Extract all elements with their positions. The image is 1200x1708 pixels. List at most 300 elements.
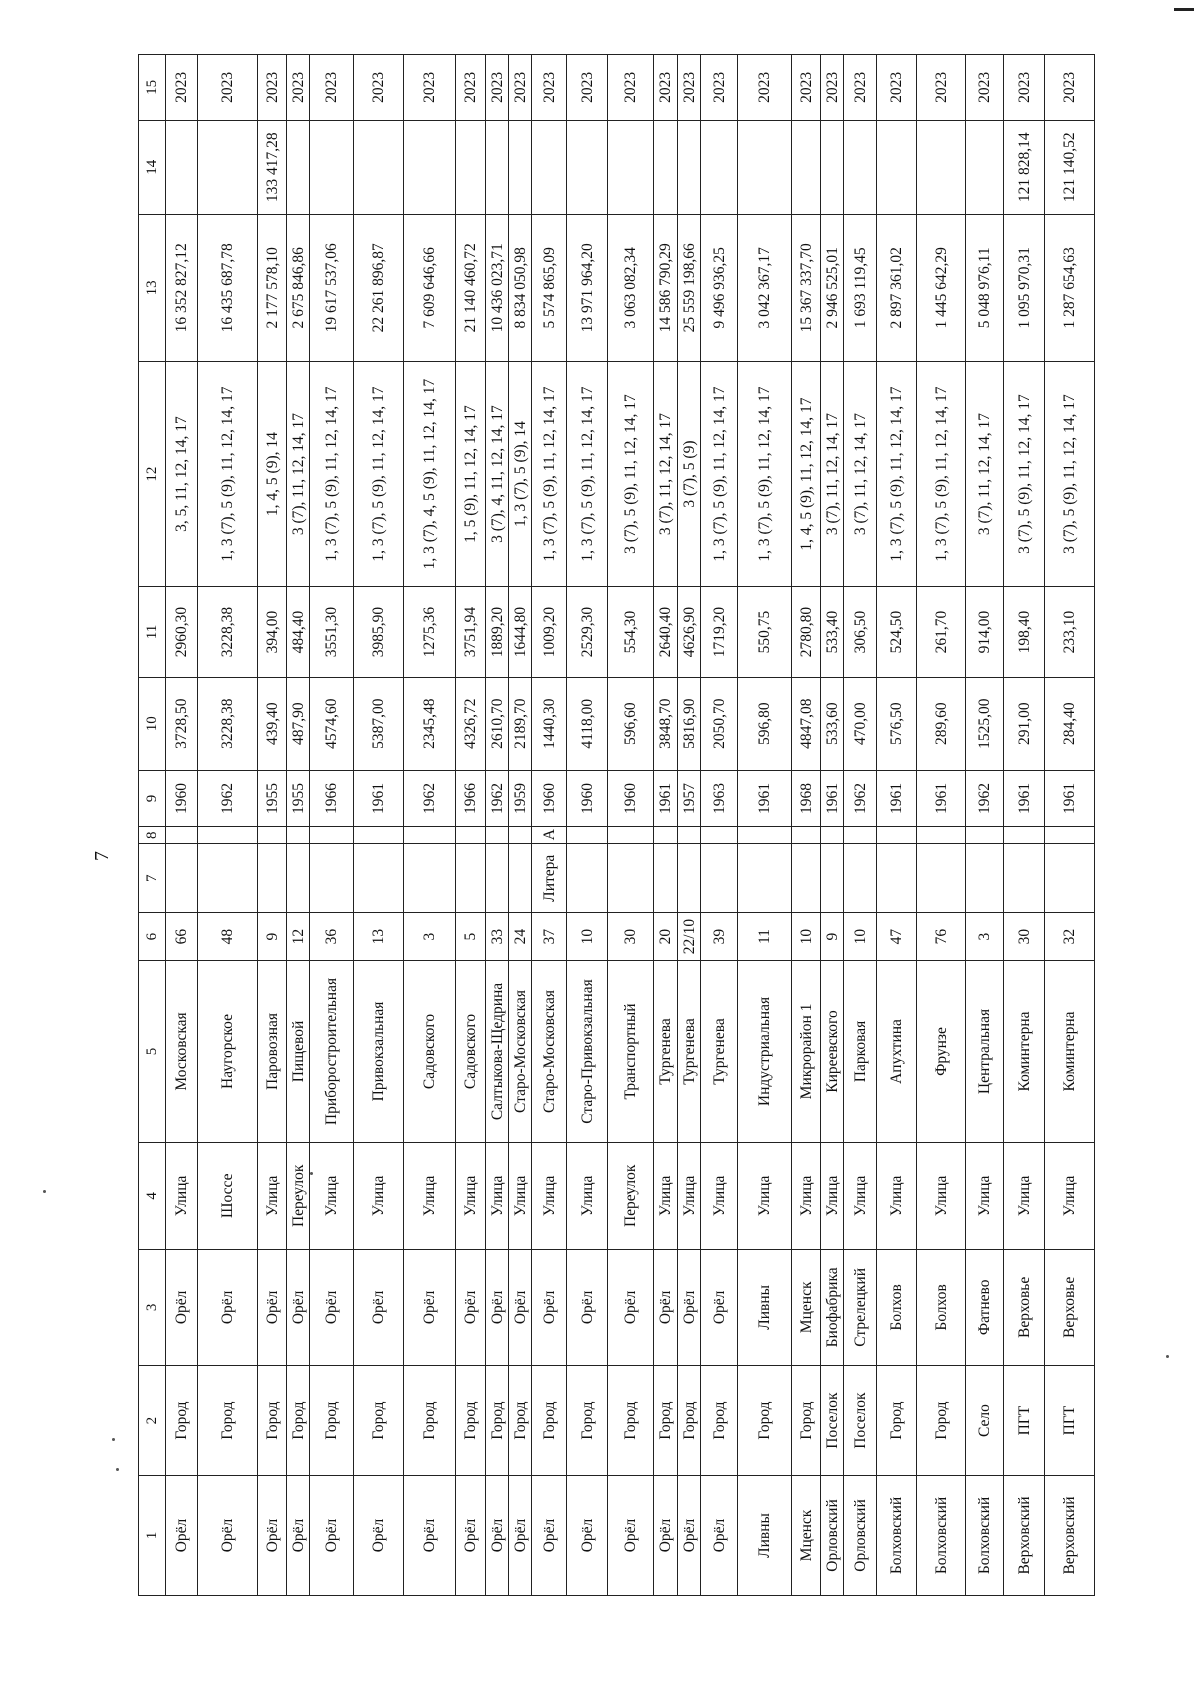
table-cell: 2640,40 — [654, 587, 678, 678]
table-cell: 1, 3 (7), 5 (9), 14 — [509, 361, 532, 586]
table-cell — [821, 120, 844, 214]
table-row — [821, 55, 844, 1596]
header-cell: 10 — [139, 677, 166, 770]
table-row — [701, 55, 738, 1596]
table-cell — [456, 827, 486, 844]
table-cell: 1961 — [738, 770, 792, 827]
table-cell: 20 — [654, 913, 678, 961]
table-cell: Апухтина — [877, 960, 917, 1142]
table-cell: 1719,20 — [701, 587, 738, 678]
table-cell: Орёл — [654, 1475, 678, 1595]
table-cell: Орёл — [678, 1249, 701, 1366]
table-cell — [917, 827, 966, 844]
table-cell — [821, 827, 844, 844]
table-cell: 2023 — [1004, 55, 1045, 121]
table-cell — [456, 844, 486, 913]
table-cell: 1525,00 — [966, 677, 1004, 770]
table-cell: Орёл — [354, 1249, 404, 1366]
table-cell: 22/10 — [678, 913, 701, 961]
table-cell — [354, 844, 404, 913]
table-cell: 198,40 — [1004, 587, 1045, 678]
table-row — [198, 55, 258, 1596]
table-cell — [654, 844, 678, 913]
table-cell: 24 — [509, 913, 532, 961]
table-cell — [198, 120, 258, 214]
table-cell: 1889,20 — [486, 587, 509, 678]
table-cell: 3 (7), 11, 12, 14, 17 — [844, 361, 877, 586]
table-cell: ПГТ — [1045, 1366, 1095, 1476]
table-cell: 4118,00 — [567, 677, 608, 770]
table-cell: Парковая — [844, 960, 877, 1142]
table-cell: 2023 — [486, 55, 509, 121]
table-cell: Город — [917, 1366, 966, 1476]
table-cell: Индустриальная — [738, 960, 792, 1142]
table-cell: 2023 — [738, 55, 792, 121]
table-cell: Орёл — [608, 1249, 654, 1366]
table-cell: Город — [456, 1366, 486, 1476]
table-cell: 1, 3 (7), 4, 5 (9), 11, 12, 14, 17 — [404, 361, 456, 586]
table-cell: Коминтерна — [1004, 960, 1045, 1142]
header-cell: 6 — [139, 913, 166, 961]
table-cell: Стрелецкий — [844, 1249, 877, 1366]
table-cell: Улица — [1045, 1143, 1095, 1249]
table-cell: 121 140,52 — [1045, 120, 1095, 214]
table-cell: Город — [258, 1366, 287, 1476]
table-cell: 1, 3 (7), 5 (9), 11, 12, 14, 17 — [738, 361, 792, 586]
table-cell: 4847,08 — [792, 677, 821, 770]
table-cell — [1045, 844, 1095, 913]
table-cell — [917, 120, 966, 214]
table-cell: А — [532, 827, 567, 844]
table-cell: 21 140 460,72 — [456, 214, 486, 361]
table-cell: Орёл — [608, 1475, 654, 1595]
table-row — [456, 55, 486, 1596]
table-cell: Поселок — [844, 1366, 877, 1476]
table-cell — [354, 120, 404, 214]
table-cell: 2023 — [287, 55, 310, 121]
table-cell: 1, 4, 5 (9), 11, 12, 14, 17 — [792, 361, 821, 586]
table-cell: 439,40 — [258, 677, 287, 770]
table-cell: 487,90 — [287, 677, 310, 770]
table-row — [166, 55, 198, 1596]
table-cell: 3848,70 — [654, 677, 678, 770]
table-cell: Орёл — [567, 1249, 608, 1366]
table-cell: 3 (7), 11, 12, 14, 17 — [821, 361, 844, 586]
table-cell: Улица — [821, 1143, 844, 1249]
table-cell — [509, 844, 532, 913]
table-cell: 1955 — [287, 770, 310, 827]
table-cell: 5387,00 — [354, 677, 404, 770]
table-cell: 596,60 — [608, 677, 654, 770]
table-cell: 533,40 — [821, 587, 844, 678]
table-cell: 48 — [198, 913, 258, 961]
table-cell: Город — [166, 1366, 198, 1476]
table-cell: Город — [877, 1366, 917, 1476]
table-cell — [287, 844, 310, 913]
table-cell — [1004, 827, 1045, 844]
table-cell: 37 — [532, 913, 567, 961]
table-cell: 1962 — [404, 770, 456, 827]
table-cell — [404, 844, 456, 913]
table-cell — [287, 120, 310, 214]
table-cell: 3985,90 — [354, 587, 404, 678]
table-cell: 1275,36 — [404, 587, 456, 678]
table-cell — [654, 120, 678, 214]
table-cell: Верховский — [1004, 1475, 1045, 1595]
header-cell: 7 — [139, 844, 166, 913]
table-header-row — [139, 55, 166, 1596]
table-row — [258, 55, 287, 1596]
table-cell: 8 834 050,98 — [509, 214, 532, 361]
scan-dot — [43, 1190, 46, 1193]
table-cell: Город — [287, 1366, 310, 1476]
table-cell: Орёл — [456, 1475, 486, 1595]
table-cell — [792, 120, 821, 214]
page-number: 7 — [91, 851, 113, 861]
table-cell — [678, 120, 701, 214]
table-cell: Приборостроительная — [310, 960, 354, 1142]
table-cell — [738, 844, 792, 913]
table-cell: Город — [532, 1366, 567, 1476]
table-cell: Орёл — [456, 1249, 486, 1366]
table-cell: 261,70 — [917, 587, 966, 678]
table-cell: 1961 — [821, 770, 844, 827]
table-cell: 2023 — [166, 55, 198, 121]
table-cell: Город — [404, 1366, 456, 1476]
table-cell: 3 (7), 5 (9), 11, 12, 14, 17 — [1045, 361, 1095, 586]
table-cell: 1961 — [354, 770, 404, 827]
table-cell: Улица — [404, 1143, 456, 1249]
table-cell: 3 — [966, 913, 1004, 961]
table-cell — [509, 120, 532, 214]
table-row — [567, 55, 608, 1596]
table-cell: 121 828,14 — [1004, 120, 1045, 214]
table-cell: Город — [509, 1366, 532, 1476]
table-cell: Орёл — [287, 1475, 310, 1595]
table-cell: Фатнево — [966, 1249, 1004, 1366]
table-cell: Коминтерна — [1045, 960, 1095, 1142]
table-cell — [738, 827, 792, 844]
table-cell — [678, 827, 701, 844]
table-cell: 1960 — [567, 770, 608, 827]
table-cell: Старо-Московская — [509, 960, 532, 1142]
table-cell: 2345,48 — [404, 677, 456, 770]
table-cell: 4574,60 — [310, 677, 354, 770]
table-row — [404, 55, 456, 1596]
table-cell: 1957 — [678, 770, 701, 827]
table-cell: 1968 — [792, 770, 821, 827]
table-cell: 3751,94 — [456, 587, 486, 678]
table-cell: 1962 — [198, 770, 258, 827]
table-cell: Центральная — [966, 960, 1004, 1142]
table-cell: 1960 — [166, 770, 198, 827]
table-cell: 1009,20 — [532, 587, 567, 678]
table-cell: Улица — [966, 1143, 1004, 1249]
table-row — [678, 55, 701, 1596]
table-cell: Орёл — [198, 1475, 258, 1595]
table-cell: 484,40 — [287, 587, 310, 678]
table-cell: Улица — [654, 1143, 678, 1249]
table-cell: 3 042 367,17 — [738, 214, 792, 361]
table-cell: Мценск — [792, 1249, 821, 1366]
table-cell: 1960 — [532, 770, 567, 827]
table-cell: 2023 — [966, 55, 1004, 121]
table-cell: 1 445 642,29 — [917, 214, 966, 361]
table-cell: Улица — [701, 1143, 738, 1249]
table-cell — [608, 120, 654, 214]
table-cell: 12 — [287, 913, 310, 961]
table-cell: 233,10 — [1045, 587, 1095, 678]
table-cell: 16 352 827,12 — [166, 214, 198, 361]
table-cell — [532, 120, 567, 214]
table-cell: 2 897 361,02 — [877, 214, 917, 361]
table-cell: Орёл — [404, 1249, 456, 1366]
table-cell: 291,00 — [1004, 677, 1045, 770]
header-cell: 12 — [139, 361, 166, 586]
table-cell: 2023 — [1045, 55, 1095, 121]
table-cell: 1961 — [1004, 770, 1045, 827]
table-cell: 2780,80 — [792, 587, 821, 678]
table-cell: Город — [738, 1366, 792, 1476]
table-cell: 550,75 — [738, 587, 792, 678]
table-cell — [354, 827, 404, 844]
table-cell: 3 (7), 11, 12, 14, 17 — [966, 361, 1004, 586]
header-cell: 2 — [139, 1366, 166, 1476]
table-row — [1004, 55, 1045, 1596]
table-cell: 1440,30 — [532, 677, 567, 770]
table-cell: 30 — [1004, 913, 1045, 961]
table-cell: Улица — [567, 1143, 608, 1249]
table-cell: 5 048 976,11 — [966, 214, 1004, 361]
table-cell — [166, 827, 198, 844]
table-cell: Улица — [1004, 1143, 1045, 1249]
table-cell: Орёл — [678, 1475, 701, 1595]
table-cell: 2023 — [509, 55, 532, 121]
table-cell: 2023 — [567, 55, 608, 121]
table-cell: 2529,30 — [567, 587, 608, 678]
table-row — [792, 55, 821, 1596]
table-cell: 3, 5, 11, 12, 14, 17 — [166, 361, 198, 586]
table-cell: Улица — [509, 1143, 532, 1249]
table-cell: Болхов — [917, 1249, 966, 1366]
table-cell: 1, 4, 5 (9), 14 — [258, 361, 287, 586]
table-cell: 10 436 023,71 — [486, 214, 509, 361]
table-cell — [966, 827, 1004, 844]
table-row — [966, 55, 1004, 1596]
table-cell: Наугорское — [198, 960, 258, 1142]
table-cell: Орёл — [404, 1475, 456, 1595]
table-cell: 2960,30 — [166, 587, 198, 678]
table-cell: 2023 — [608, 55, 654, 121]
table-cell: Тургенева — [654, 960, 678, 1142]
table-cell: 2023 — [354, 55, 404, 121]
table-cell: Орёл — [287, 1249, 310, 1366]
table-cell — [166, 120, 198, 214]
table-cell — [821, 844, 844, 913]
table-cell — [844, 120, 877, 214]
table-cell: Болховский — [917, 1475, 966, 1595]
table-row — [509, 55, 532, 1596]
header-cell: 14 — [139, 120, 166, 214]
table-cell: 1963 — [701, 770, 738, 827]
table-cell — [310, 120, 354, 214]
table-cell: 3551,30 — [310, 587, 354, 678]
table-cell — [917, 844, 966, 913]
table-cell: Улица — [844, 1143, 877, 1249]
table-cell: Орёл — [310, 1249, 354, 1366]
table-cell: Старо-Привокзальная — [567, 960, 608, 1142]
table-cell: 22 261 896,87 — [354, 214, 404, 361]
table-row — [738, 55, 792, 1596]
table-cell: 2 177 578,10 — [258, 214, 287, 361]
table-cell: 289,60 — [917, 677, 966, 770]
table-cell — [567, 120, 608, 214]
header-cell: 5 — [139, 960, 166, 1142]
table-cell: Орёл — [166, 1249, 198, 1366]
table-cell: Орёл — [654, 1249, 678, 1366]
table-cell: 3 (7), 5 (9), 11, 12, 14, 17 — [608, 361, 654, 586]
table-cell: Орёл — [354, 1475, 404, 1595]
table-cell: 2050,70 — [701, 677, 738, 770]
table-cell — [198, 827, 258, 844]
table-cell: 10 — [792, 913, 821, 961]
table-cell — [701, 844, 738, 913]
table-cell: 2023 — [844, 55, 877, 121]
table-cell: 133 417,28 — [258, 120, 287, 214]
table-cell: Улица — [354, 1143, 404, 1249]
table-cell: Орёл — [258, 1475, 287, 1595]
table-row — [486, 55, 509, 1596]
table-cell — [310, 827, 354, 844]
table-cell: 25 559 198,66 — [678, 214, 701, 361]
table-cell: 1, 3 (7), 5 (9), 11, 12, 14, 17 — [701, 361, 738, 586]
table-cell: 15 367 337,70 — [792, 214, 821, 361]
table-cell: 2023 — [198, 55, 258, 121]
table-cell: Улица — [486, 1143, 509, 1249]
table-cell: Фрунзе — [917, 960, 966, 1142]
table-cell: 1961 — [917, 770, 966, 827]
table-row — [608, 55, 654, 1596]
table-cell: Пищевой — [287, 960, 310, 1142]
table-cell: Орловский — [821, 1475, 844, 1595]
table-cell: Поселок — [821, 1366, 844, 1476]
table-cell: 1 287 654,63 — [1045, 214, 1095, 361]
table-cell: Улица — [456, 1143, 486, 1249]
header-cell: 11 — [139, 587, 166, 678]
table-cell: Орёл — [532, 1475, 567, 1595]
table-cell: 2023 — [877, 55, 917, 121]
table-cell: Город — [486, 1366, 509, 1476]
data-table — [138, 54, 1095, 1596]
table-cell: Орёл — [509, 1475, 532, 1595]
table-cell: 2 946 525,01 — [821, 214, 844, 361]
table-cell — [608, 844, 654, 913]
header-cell: 8 — [139, 827, 166, 844]
table-cell: 3 (7), 5 (9) — [678, 361, 701, 586]
table-cell: 47 — [877, 913, 917, 961]
table-cell: 1, 3 (7), 5 (9), 11, 12, 14, 17 — [917, 361, 966, 586]
table-cell — [456, 120, 486, 214]
table-cell — [966, 120, 1004, 214]
header-cell: 13 — [139, 214, 166, 361]
table-cell: Болховский — [877, 1475, 917, 1595]
table-cell: 5 — [456, 913, 486, 961]
table-cell: Город — [792, 1366, 821, 1476]
table-cell: 1644,80 — [509, 587, 532, 678]
table-cell: Орёл — [486, 1249, 509, 1366]
table-cell: 13 — [354, 913, 404, 961]
table-cell — [844, 844, 877, 913]
table-cell: 4326,72 — [456, 677, 486, 770]
table-cell: Город — [654, 1366, 678, 1476]
table-cell: Улица — [877, 1143, 917, 1249]
table-cell: 2023 — [404, 55, 456, 121]
table-cell: 1, 5 (9), 11, 12, 14, 17 — [456, 361, 486, 586]
table-cell: 5 574 865,09 — [532, 214, 567, 361]
table-cell: 2023 — [310, 55, 354, 121]
table-cell: 19 617 537,06 — [310, 214, 354, 361]
table-cell: 9 — [821, 913, 844, 961]
table-cell: Орёл — [310, 1475, 354, 1595]
table-row — [532, 55, 567, 1596]
table-row — [1045, 55, 1095, 1596]
table-cell: 36 — [310, 913, 354, 961]
table-cell: 1, 3 (7), 5 (9), 11, 12, 14, 17 — [198, 361, 258, 586]
table-cell: Ливны — [738, 1475, 792, 1595]
table-cell — [792, 844, 821, 913]
table-cell: Московская — [166, 960, 198, 1142]
table-cell: 10 — [567, 913, 608, 961]
table-cell: Город — [354, 1366, 404, 1476]
table-cell: 1961 — [654, 770, 678, 827]
table-cell: 2023 — [917, 55, 966, 121]
table-cell — [701, 827, 738, 844]
rotated-table-container — [138, 54, 1078, 1596]
table-row — [654, 55, 678, 1596]
table-cell: 1966 — [310, 770, 354, 827]
table-cell: Город — [678, 1366, 701, 1476]
table-cell: Старо-Московская — [532, 960, 567, 1142]
table-cell: Привокзальная — [354, 960, 404, 1142]
table-cell — [287, 827, 310, 844]
table-cell: 596,80 — [738, 677, 792, 770]
table-row — [310, 55, 354, 1596]
table-cell: 3 063 082,34 — [608, 214, 654, 361]
table-cell: Орёл — [509, 1249, 532, 1366]
table-cell: ПГТ — [1004, 1366, 1045, 1476]
table-cell: Орёл — [258, 1249, 287, 1366]
table-cell: Село — [966, 1366, 1004, 1476]
table-cell: Тургенева — [678, 960, 701, 1142]
scan-dot — [112, 1438, 115, 1441]
table-cell — [738, 120, 792, 214]
header-cell: 1 — [139, 1475, 166, 1595]
table-cell: 1, 3 (7), 5 (9), 11, 12, 14, 17 — [354, 361, 404, 586]
header-cell: 4 — [139, 1143, 166, 1249]
table-cell: Город — [198, 1366, 258, 1476]
table-cell: Город — [701, 1366, 738, 1476]
table-cell: 2 675 846,86 — [287, 214, 310, 361]
table-cell — [844, 827, 877, 844]
table-cell: 576,50 — [877, 677, 917, 770]
table-cell — [966, 844, 1004, 913]
table-cell — [258, 827, 287, 844]
table-cell: 2023 — [258, 55, 287, 121]
table-cell: Орёл — [701, 1475, 738, 1595]
table-cell — [877, 827, 917, 844]
table-cell: 1, 3 (7), 5 (9), 11, 12, 14, 17 — [877, 361, 917, 586]
table-row — [354, 55, 404, 1596]
